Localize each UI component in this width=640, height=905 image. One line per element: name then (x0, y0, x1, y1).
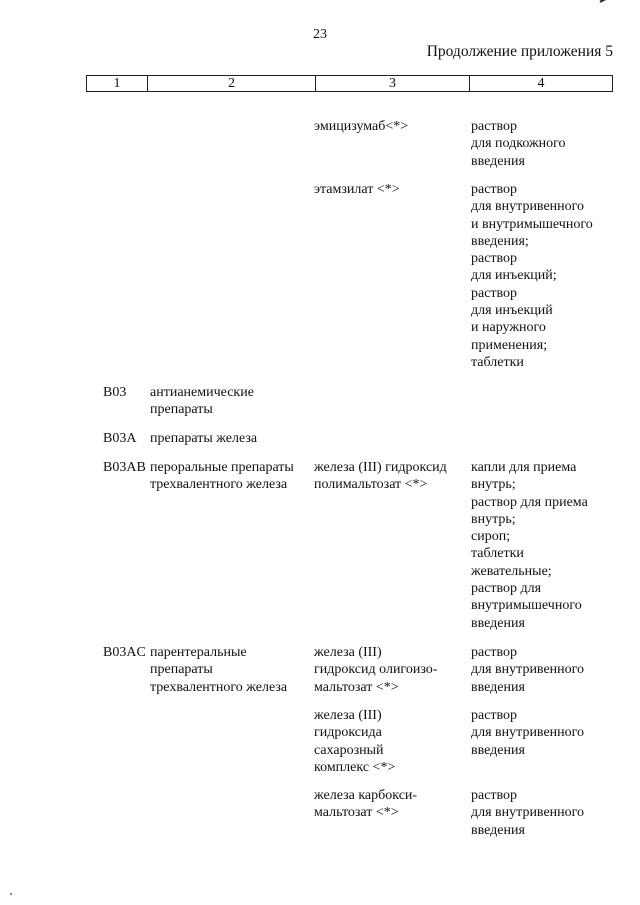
dosage-form: раствор для внутривенного введения (471, 645, 585, 695)
atc-code: B03A (103, 431, 137, 446)
appendix-header: Продолжение приложения 5 (426, 43, 613, 60)
atc-code: B03AB (103, 460, 146, 475)
anatomical-group: препараты железа (150, 431, 258, 446)
dosage-form: раствор для подкожного введения (471, 119, 566, 169)
anatomical-group: парентеральные препараты трехвалентного железа (150, 645, 288, 695)
column-header-4: 4 (469, 76, 612, 91)
column-header-2: 2 (147, 76, 315, 91)
page-number: 23 (313, 27, 327, 42)
drug-name: железа (III) гидроксида сахарозный комплекс <*> (314, 708, 396, 775)
drug-name: эмицизумаб<*> (314, 119, 409, 134)
drug-name: этамзилат <*> (314, 182, 400, 197)
dosage-form: раствор для внутривенного введения (471, 708, 585, 758)
column-header-1: 1 (113, 76, 121, 91)
column-header-3: 3 (315, 76, 469, 91)
dosage-form: капли для приема внутрь; раствор для приема внутрь; сироп; таблетки жевательные; раствор для внутримышечного введения (471, 460, 588, 631)
anatomical-group: антианемические препараты (150, 385, 254, 418)
dosage-form: раствор для внутривенного и внутримышечного введения; раствор для инъекций; раствор для инъекций и наружного применения; таблетки (471, 182, 593, 370)
atc-code: B03 (103, 385, 127, 400)
drug-name: железа (III) гидроксид полимальтозат <*> (314, 460, 447, 493)
dosage-form: раствор для внутривенного введения (471, 788, 585, 838)
anatomical-group: пероральные препараты трехвалентного железа (150, 460, 294, 493)
atc-code: B03AC (103, 645, 146, 660)
table-header (86, 75, 613, 92)
scan-mark (598, 0, 626, 4)
drug-name: железа (III) гидроксид олигоизо- мальтозат <*> (314, 645, 438, 695)
drug-name: железа карбокси- мальтозат <*> (314, 788, 418, 821)
scan-speck (10, 893, 12, 895)
